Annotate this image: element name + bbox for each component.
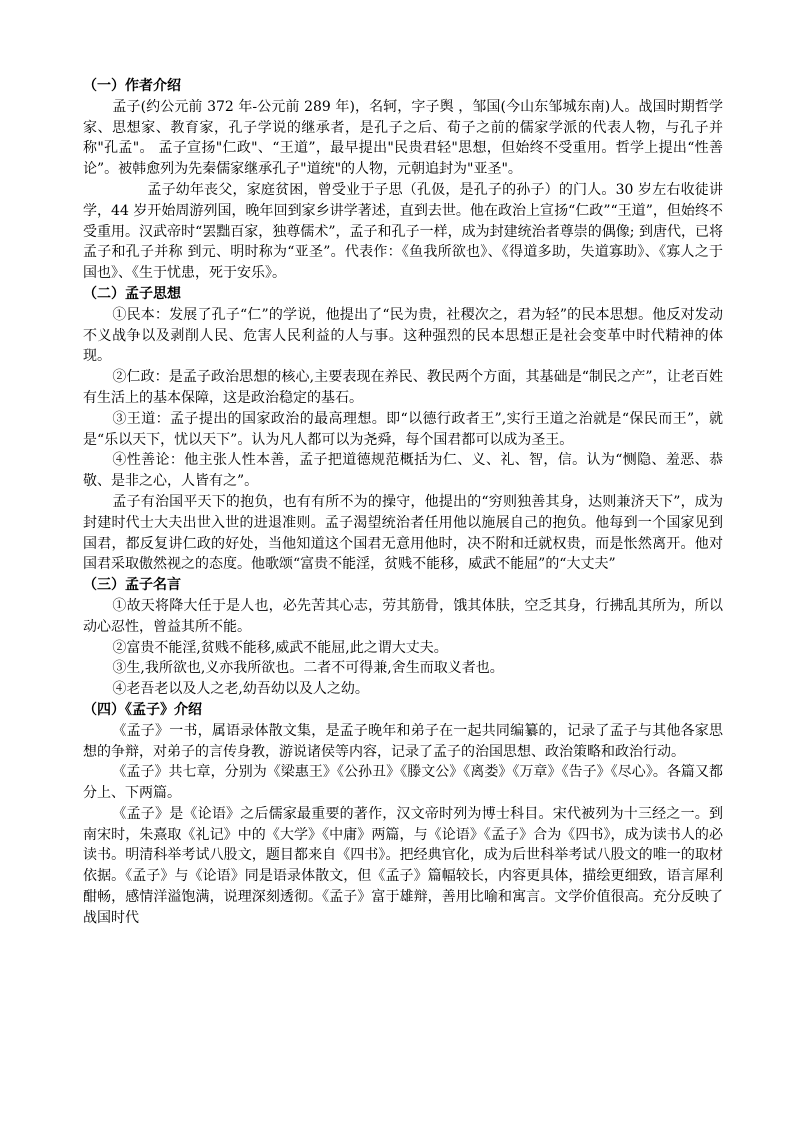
paragraph-wangdao: ③王道：孟子提出的国家政治的最高理想。即“以德行政者王”,实行王道之治就是“保民而王”，就是“乐以天下，忧以天下”。认为凡人都可以为尧舜，每个国君都可以成为圣王。 bbox=[83, 410, 723, 448]
section-heading-quotes: （三）孟子名言 bbox=[83, 577, 181, 594]
paragraph-author-life: 孟子幼年丧父，家庭贫困，曾受业于子思（孔伋，是孔子的孙子）的门人。30 岁左右收徒讲学，44 岁开始周游列国，晚年回到家乡讲学著述，直到去世。他在政治上宣扬“仁政”“王道”，但始终不受重用。汉武帝时“罢黜百家，独尊儒术”，孟子和孔子一样，成为封建统治者尊崇的偶像; 到唐代，已将孟子和孔子并称 到元、明时称为“亚圣”。代表作：《鱼我所欲也》、《得道多助，失道寡助》、《寡人之于国也》、《生于忧患，死于安乐》。 bbox=[83, 181, 723, 282]
paragraph-minben: ①民本：发展了孔子“仁”的学说，他提出了“民为贵，社稷次之，君为轻”的民本思想。他反对发动不义战争以及剥削人民、危害人民利益的人与事。这种强烈的民本思想正是社会变革中时代精神的体现。 bbox=[83, 306, 723, 365]
document-page bbox=[83, 76, 723, 929]
paragraph-book-chapters: 《孟子》共七章，分别为《梁惠王》《公孙丑》《滕文公》《离娄》《万章》《告子》《尽心》。各篇又都分上、下两篇。 bbox=[83, 764, 723, 802]
paragraph-ambition: 孟子有治国平天下的抱负，也有有所不为的操守，他提出的“穷则独善其身，达则兼济天下”，成为封建时代士大夫出世入世的进退准则。孟子渴望统治者任用他以施展自己的抱负。他每到一个国家见到国君，都反复讲仁政的好处，当他知道这个国君无意用他时，决不附和迁就权贵，而是怅然离开。他对国君采取傲然视之的态度。他歌颂“富贵不能淫，贫贱不能移，威武不能屈”的“大丈夫” bbox=[83, 493, 723, 573]
paragraph-xingshan: ④性善论：他主张人性本善，孟子把道德规范概括为仁、义、礼、智，信。认为“恻隐、羞恶、恭敬、是非之心，人皆有之”。 bbox=[83, 452, 723, 490]
section-heading-author: （一）作者介绍 bbox=[83, 78, 181, 94]
quote-item: ④老吾老以及人之老,幼吾幼以及人之幼。 bbox=[112, 681, 369, 698]
quote-item: ②富贵不能淫,贫贱不能移,威武不能屈,此之谓大丈夫。 bbox=[112, 639, 448, 656]
quote-item: ③生,我所欲也,义亦我所欲也。二者不可得兼,舍生而取义者也。 bbox=[112, 660, 504, 677]
paragraph-book-nature: 《孟子》一书，属语录体散文集，是孟子晚年和弟子在一起共同编纂的，记录了孟子与其他各家思想的争辩，对弟子的言传身教，游说诸侯等内容，记录了孟子的治国思想、政治策略和政治行动。 bbox=[83, 722, 723, 760]
paragraph-book-significance: 《孟子》是《论语》之后儒家最重要的著作，汉文帝时列为博士科目。宋代被列为十三经之一。到南宋时，朱熹取《礼记》中的《大学》《中庸》两篇，与《论语》《孟子》合为《四书》，成为读书人的必读书。明清科举考试八股文，题目都来自《四书》。把经典官化，成为后世科举考试八股文的唯一的取材依据。《孟子》与《论语》同是语录体散文，但《孟子》篇幅较长，内容更具体，描绘更细致，语言犀利酣畅，感情洋溢饱满，说理深刻透彻。《孟子》富于雄辩，善用比喻和寓言。文学价值很高。充分反映了战国时代 bbox=[83, 805, 723, 926]
quote-item: ①故天将降大任于是人也，必先苦其心志，劳其筋骨，饿其体肤，空乏其身，行拂乱其所为，所以动心忍性，曾益其所不能。 bbox=[83, 597, 723, 635]
paragraph-renzheng: ②仁政：是孟子政治思想的核心,主要表现在养民、教民两个方面，其基础是“制民之产”，让老百姓有生活上的基本保障，这是政治稳定的基石。 bbox=[83, 369, 723, 406]
section-heading-thought: （二）孟子思想 bbox=[83, 285, 181, 302]
section-heading-book: （四）《孟子》介绍 bbox=[83, 701, 202, 718]
paragraph-author-bio: 孟子(约公元前 372 年-公元前 289 年)，名轲，字子舆 ，邹国(今山东邹城东南)人。战国时期哲学家、思想家、教育家，孔子学说的继承者，是孔子之后、荀子之前的儒家学派的代表人物，与孔子并称"孔孟"。 孟子宣扬"仁政"、“王道”，最早提出"民贵君轻"思想，但始终不受重用。哲学上提出“性善论”。被韩愈列为先秦儒家继承孔子"道统"的人物，元朝追封为"亚圣"。 bbox=[83, 98, 723, 178]
